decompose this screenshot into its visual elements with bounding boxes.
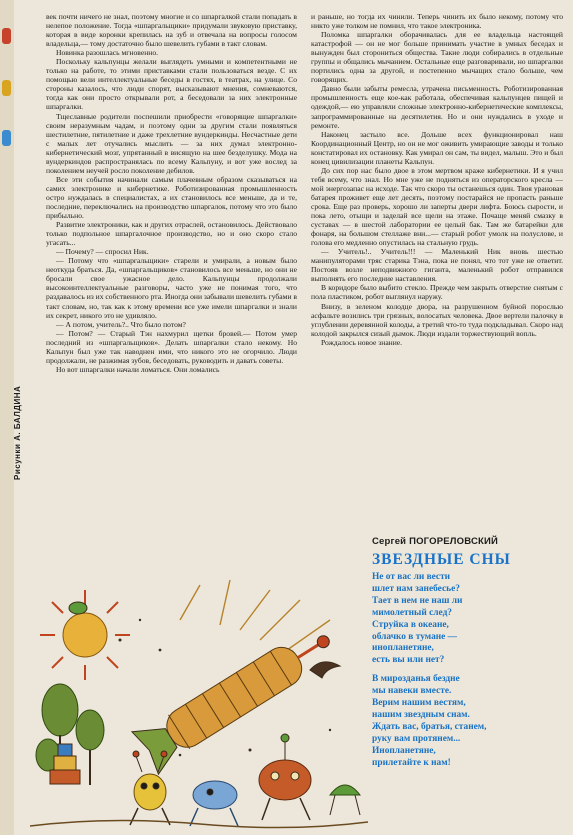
- paragraph: В коридоре было выбито стекло. Прежде чем закрыть отверстие снятым с пола пластиком, робот выглянул наружу.: [311, 283, 563, 302]
- poem-title: ЗВЕЗДНЫЕ СНЫ: [372, 551, 511, 568]
- paragraph: Но вот шпаргалки начали ломаться. Они ломались: [56, 364, 220, 374]
- poem-body: [372, 572, 567, 777]
- paragraph: — Потому что «шпаргальщики» старели и умирали, а новым было неоткуда браться. Да, «шпаргальщиков» становилось все меньше, но они не бросали свое ужасное дело. Кальпунцы продолжали высокоинтеллектуальные разговоры, часто уже не понимая того, что раздавалось из их собственного рта. Иногда они забывали шевелить губами в такт словам, но, так как к этому времени все уже имели шпаргалки и знали их секрет, никого это не удивляло.: [46, 256, 297, 320]
- poem-line: Струйка в океане,: [372, 619, 449, 630]
- poem-line: В мирозданья бездне: [372, 674, 460, 685]
- paragraph: Развитие электроники, как и других отраслей, остановилось. Действовало только подпольное шпаргалочное производство, но и оно скоро стало угасать...: [46, 220, 297, 248]
- text-column-left: [46, 12, 297, 584]
- paragraph: Наконец застыло все. Дольше всех функционировал наш Координационный Центр, но он не мог оживить умирающие заводы и только констатировал их остановку. Как умирал он сам, ты видел, малыш. Это и был конец цивилизации планеты Кальпун.: [311, 129, 563, 166]
- poem-line: руку вам протянем...: [372, 733, 461, 744]
- paragraph: — Учитель!.. Учитель!!! — Маленький Ник вновь шестью манипуляторами тряс старика Тэна, пока не понял, что тот уже не ответит. Постояв возле неподвижного гиганта, маленький робот отправился выполнять его последние наставления.: [311, 247, 563, 284]
- paragraph: Все эти события начинали самым плачевным образом сказываться на самих электронике и кибернетике. Роботизированная промышленность остро нуждалась в специалистах, а их становилось все меньше, да и те, последние, переключались на производство шпаргалок, потому что это было прибыльно.: [46, 174, 297, 221]
- poem-line: шлет нам занебесье?: [372, 583, 460, 594]
- edge-color-mark: [2, 130, 11, 146]
- poem-stanza: [372, 674, 567, 769]
- paragraph: — Почему? — спросил Ник.: [56, 247, 149, 257]
- paragraph: Поломка шпаргалки оборачивалась для ее владельца настоящей катастрофой — он не мог больше принимать участие в умных беседах и вынужден был сторониться общества. Такие люди собирались в отдельные группы и общались мычанием. Остальные еще разговаривали, но шпаргалки портились одна за другой, и постепенно мычащих стало больше, чем говорящих.: [311, 30, 563, 85]
- poem-line: инопланетяне,: [372, 643, 434, 654]
- text-column-right: [311, 12, 563, 575]
- poem-author: Сергей ПОГОРЕЛОВСКИЙ: [372, 536, 499, 547]
- poem-line: Не от вас ли вести: [372, 572, 451, 582]
- poem-line: Верим нашим вестям,: [372, 698, 466, 709]
- paragraph: До сих пор нас было двое в этом мертвом краже кибернетики. И я учил тебя всему, что знал. Но мне уже не подняться из операторского кресла — мой энергозапас на исходе. Так что скоро ты останешься один. Твоя урановая батарея проживет еще лет десять, поэтому постарайся не пропасть раньше срока. Еще раз проверь, хорошо ли заперты двери лифта. Боюсь сырости, и пока лето, отыщи и заделай все щели на этаже. Почаще меняй смазку в суставах — в шестой лаборатории ее целый бак. Там же батарейки для фонаря, на большом стеллаже вни...— старый робот умолк на полуслове, и голова его медленно опустилась на стальную грудь.: [311, 165, 563, 248]
- edge-color-mark: [2, 80, 11, 96]
- poem-line: нашим звездным снам.: [372, 709, 470, 720]
- paragraph: — А потом, учитель?.. Что было потом?: [56, 319, 186, 329]
- page-edge-strip: [0, 0, 14, 835]
- poem-line: Инопланетяне,: [372, 745, 436, 756]
- poem-line: Ждать вас, братья, станем,: [372, 721, 487, 732]
- illustration-aliens-and-rocket: [30, 580, 368, 830]
- edge-color-mark: [2, 28, 11, 44]
- paragraph: и раньше, но тогда их чинили. Теперь чинить их было некому, потому что никто уже толком не помнил, что такое электроника.: [311, 12, 563, 31]
- poem-line: мимолетный след?: [372, 607, 452, 618]
- illustration-credit: Рисунки А. БАЛДИНА: [13, 385, 22, 480]
- poem-line: есть вы или нет?: [372, 655, 445, 666]
- paragraph: Новинка разошлась мгновенно.: [56, 48, 159, 58]
- paragraph: — Потом? — Старый Тэн нахмурил щетки бровей.— Потом умер последний из «шпаргальщиков». Делать шпаргалки стало некому. Но Кальпун был уже так наводнен ими, что никого это не огорчило. Люди продолжали, не разжимая зубов, беседовать, руководить и давать советы.: [46, 328, 297, 365]
- poem-line: Тает в нем не наш ли: [372, 595, 463, 606]
- paragraph: Тщеславные родители поспешили приобрести «говорящие шпаргалки» своим неразумным чадам, и поэтому одни за другим стали появляться шестилетние, пятилетние и даже трехлетние вундеркинды. Несчастные дети с малых лет отучались мыслить — за них думал электронно-кибернетический мозг, упрятанный в висящую на шее безделушку. Мода на вундеркиндов распространялась по всему Кальпуну, и вот уже вослед за поколением неучей росло поколение дебилов.: [46, 111, 297, 175]
- poem-heading: [372, 536, 567, 569]
- paragraph: век почти ничего не знал, поэтому многие и со шпаргалкой стали попадать в нелепое положение. Тогда «шпаргальщики» придумали звуковую приставку, которая в виде коронки крепилась на зуб и отвечала на вопросы голосом владельца,— тому достаточно было шевелить губами в такт словам.: [46, 12, 297, 49]
- poem-line: прилетайте к нам!: [372, 757, 451, 768]
- paragraph: Давно были забыты ремесла, утрачена письменность. Роботизированная промышленность еще кое-как работала, обеспечивая кальпунцев пищей и одеждой,— ею управляли сложные электронно-кибернетические комплексы, запрограммированные на десятилетия. Но и они нуждались в уходе и ремонте.: [311, 84, 563, 130]
- paragraph: Внизу, в зеленом колодце двора, на разрушенном буйной порослью асфальте возились три грязных, волосатых человека. Двое вертели палочку в углублении деревянной колоды, а третий что-то туда подкладывал. Скоро над колодой закрылся сизый дымок. Люди издали торжествующий вопль.: [311, 301, 563, 338]
- poem-line: облачко в тумане —: [372, 631, 458, 642]
- poem-line: мы навеки вместе.: [372, 686, 452, 697]
- paragraph: Рождалось новое знание.: [321, 337, 403, 347]
- poem-stanza: [372, 572, 567, 667]
- paragraph: Поскольку кальпунцы желали выглядеть умными и компетентными не только на работе, то этими приставками стали пользоваться везде. С их помощью вели интеллектуальные беседы в гостях, в театрах, на улице. Со стороны казалось, что люди спорят, высказывают мнения, сомневаются, тогда как они просто открывали рот, а беседовали за них электронные шпаргалки.: [46, 57, 297, 112]
